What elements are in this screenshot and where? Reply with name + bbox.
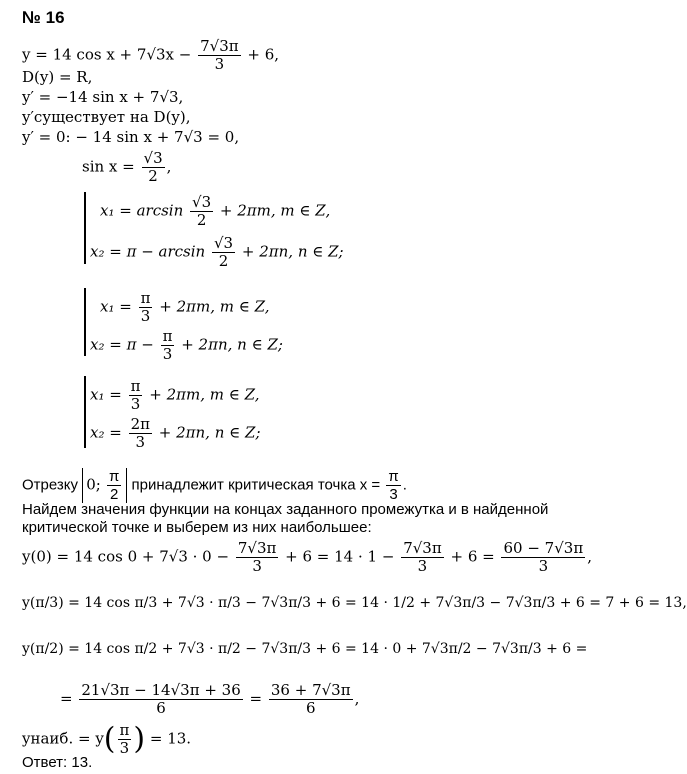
segment-sentence: Отрезку 0; $\frac{\pi}{2}$ принадлежит критическая точка x = $\frac{\pi}{3}$ . [22,468,407,503]
fraction: $\frac{√3}{2}$ [192,193,212,229]
domain-line: D(y) = R, [22,68,93,86]
system-bracket [84,288,86,356]
system1-root2: x₂ = π − arcsin $\frac{√3}{2}$ + 2πn, n ∈ Z; [90,234,344,270]
derivative-zero-line: y′ = 0: − 14 sin x + 7√3 = 0, [22,128,240,146]
fraction: $\frac{√3}{2}$ [143,149,163,185]
fraction: $\frac{\pi}{3}$ [162,327,173,363]
fraction: $\frac{2\pi}{3}$ [130,415,150,451]
fraction: $\frac{7√3\pi}{3}$ [237,539,277,575]
system-bracket [84,192,86,264]
fraction: $\frac{60 - 7√3\pi}{3}$ [503,539,584,575]
paren: ) [133,721,146,757]
fraction: $\frac{\pi}{3}$ [130,377,141,413]
sin-equation: sin x = $\frac{√3}{2}$ , [82,149,172,185]
fraction: $\frac{\pi}{3}$ [140,289,151,325]
system1-root1: x₁ = arcsin $\frac{√3}{2}$ + 2πm, m ∈ Z, [100,193,331,229]
fraction: $\frac{\pi}{3}$ [388,468,399,503]
paren: ( [103,721,116,757]
system3-root1: x₁ = $\frac{\pi}{3}$ + 2πm, m ∈ Z, [90,377,260,413]
paragraph-line: Найдем значения функции на концах заданного промежутка и в найденной [22,501,549,518]
fraction: $\frac{36 + 7√3\pi}{6}$ [270,681,351,717]
derivative-exists-line: y′существует на D(y), [22,108,191,126]
y-pi2-result: = $\frac{21√3\pi - 14√3\pi + 36}{6}$ = $\frac{36 + 7√3\pi}{6}$ , [60,681,360,717]
y-pi2-evaluation: y(π/2) = 14 cos π/2 + 7√3 · π/2 − 7√3π/3 + 6 = 14 · 0 + 7√3π/2 − 7√3π/3 + 6 = [22,641,588,657]
y0-evaluation: y(0) = 14 cos 0 + 7√3 · 0 − $\frac{7√3\pi}{3}$ + 6 = 14 · 1 − $\frac{7√3\pi}{3}$ + 6 = $\frac{60 - 7√3\pi}{3}$ , [22,539,592,575]
y-pi3-evaluation: y(π/3) = 14 cos π/3 + 7√3 · π/3 − 7√3π/3 + 6 = 14 · 1/2 + 7√3π/3 − 7√3π/3 + 6 = 7 + 6 = 13, [22,595,687,611]
system2-root2: x₂ = π − $\frac{\pi}{3}$ + 2πn, n ∈ Z; [90,327,283,363]
fraction: $\frac{21√3\pi - 14√3\pi + 36}{6}$ [81,681,241,717]
system-bracket [84,376,86,448]
fraction: $\frac{7√3\pi}{3}$ [403,539,442,575]
expr-part: + 6, [247,45,280,64]
fraction: $\frac{7√3\pi}{3}$ [200,37,239,73]
system2-root1: x₁ = $\frac{\pi}{3}$ + 2πm, m ∈ Z, [100,289,270,325]
paragraph-line: критической точке и выберем из них наибольшее: [22,519,372,536]
answer-line: Ответ: 13. [22,754,93,771]
fraction: $\frac{√3}{2}$ [214,234,234,270]
fraction: $\frac{\pi}{2}$ [108,468,120,503]
system3-root2: x₂ = $\frac{2\pi}{3}$ + 2πn, n ∈ Z; [90,415,261,451]
problem-number: № 16 [22,8,65,27]
max-value-line: yнаиб. = y( $\frac{\pi}{3}$ ) = 13. [22,721,192,757]
fraction: $\frac{\pi}{3}$ [119,721,130,757]
segment-bracket: 0; $\frac{\pi}{2}$ [82,468,127,503]
derivative-line: y′ = −14 sin x + 7√3, [22,88,184,106]
expr-part: y = 14 cos x + 7√3x − [22,45,192,64]
